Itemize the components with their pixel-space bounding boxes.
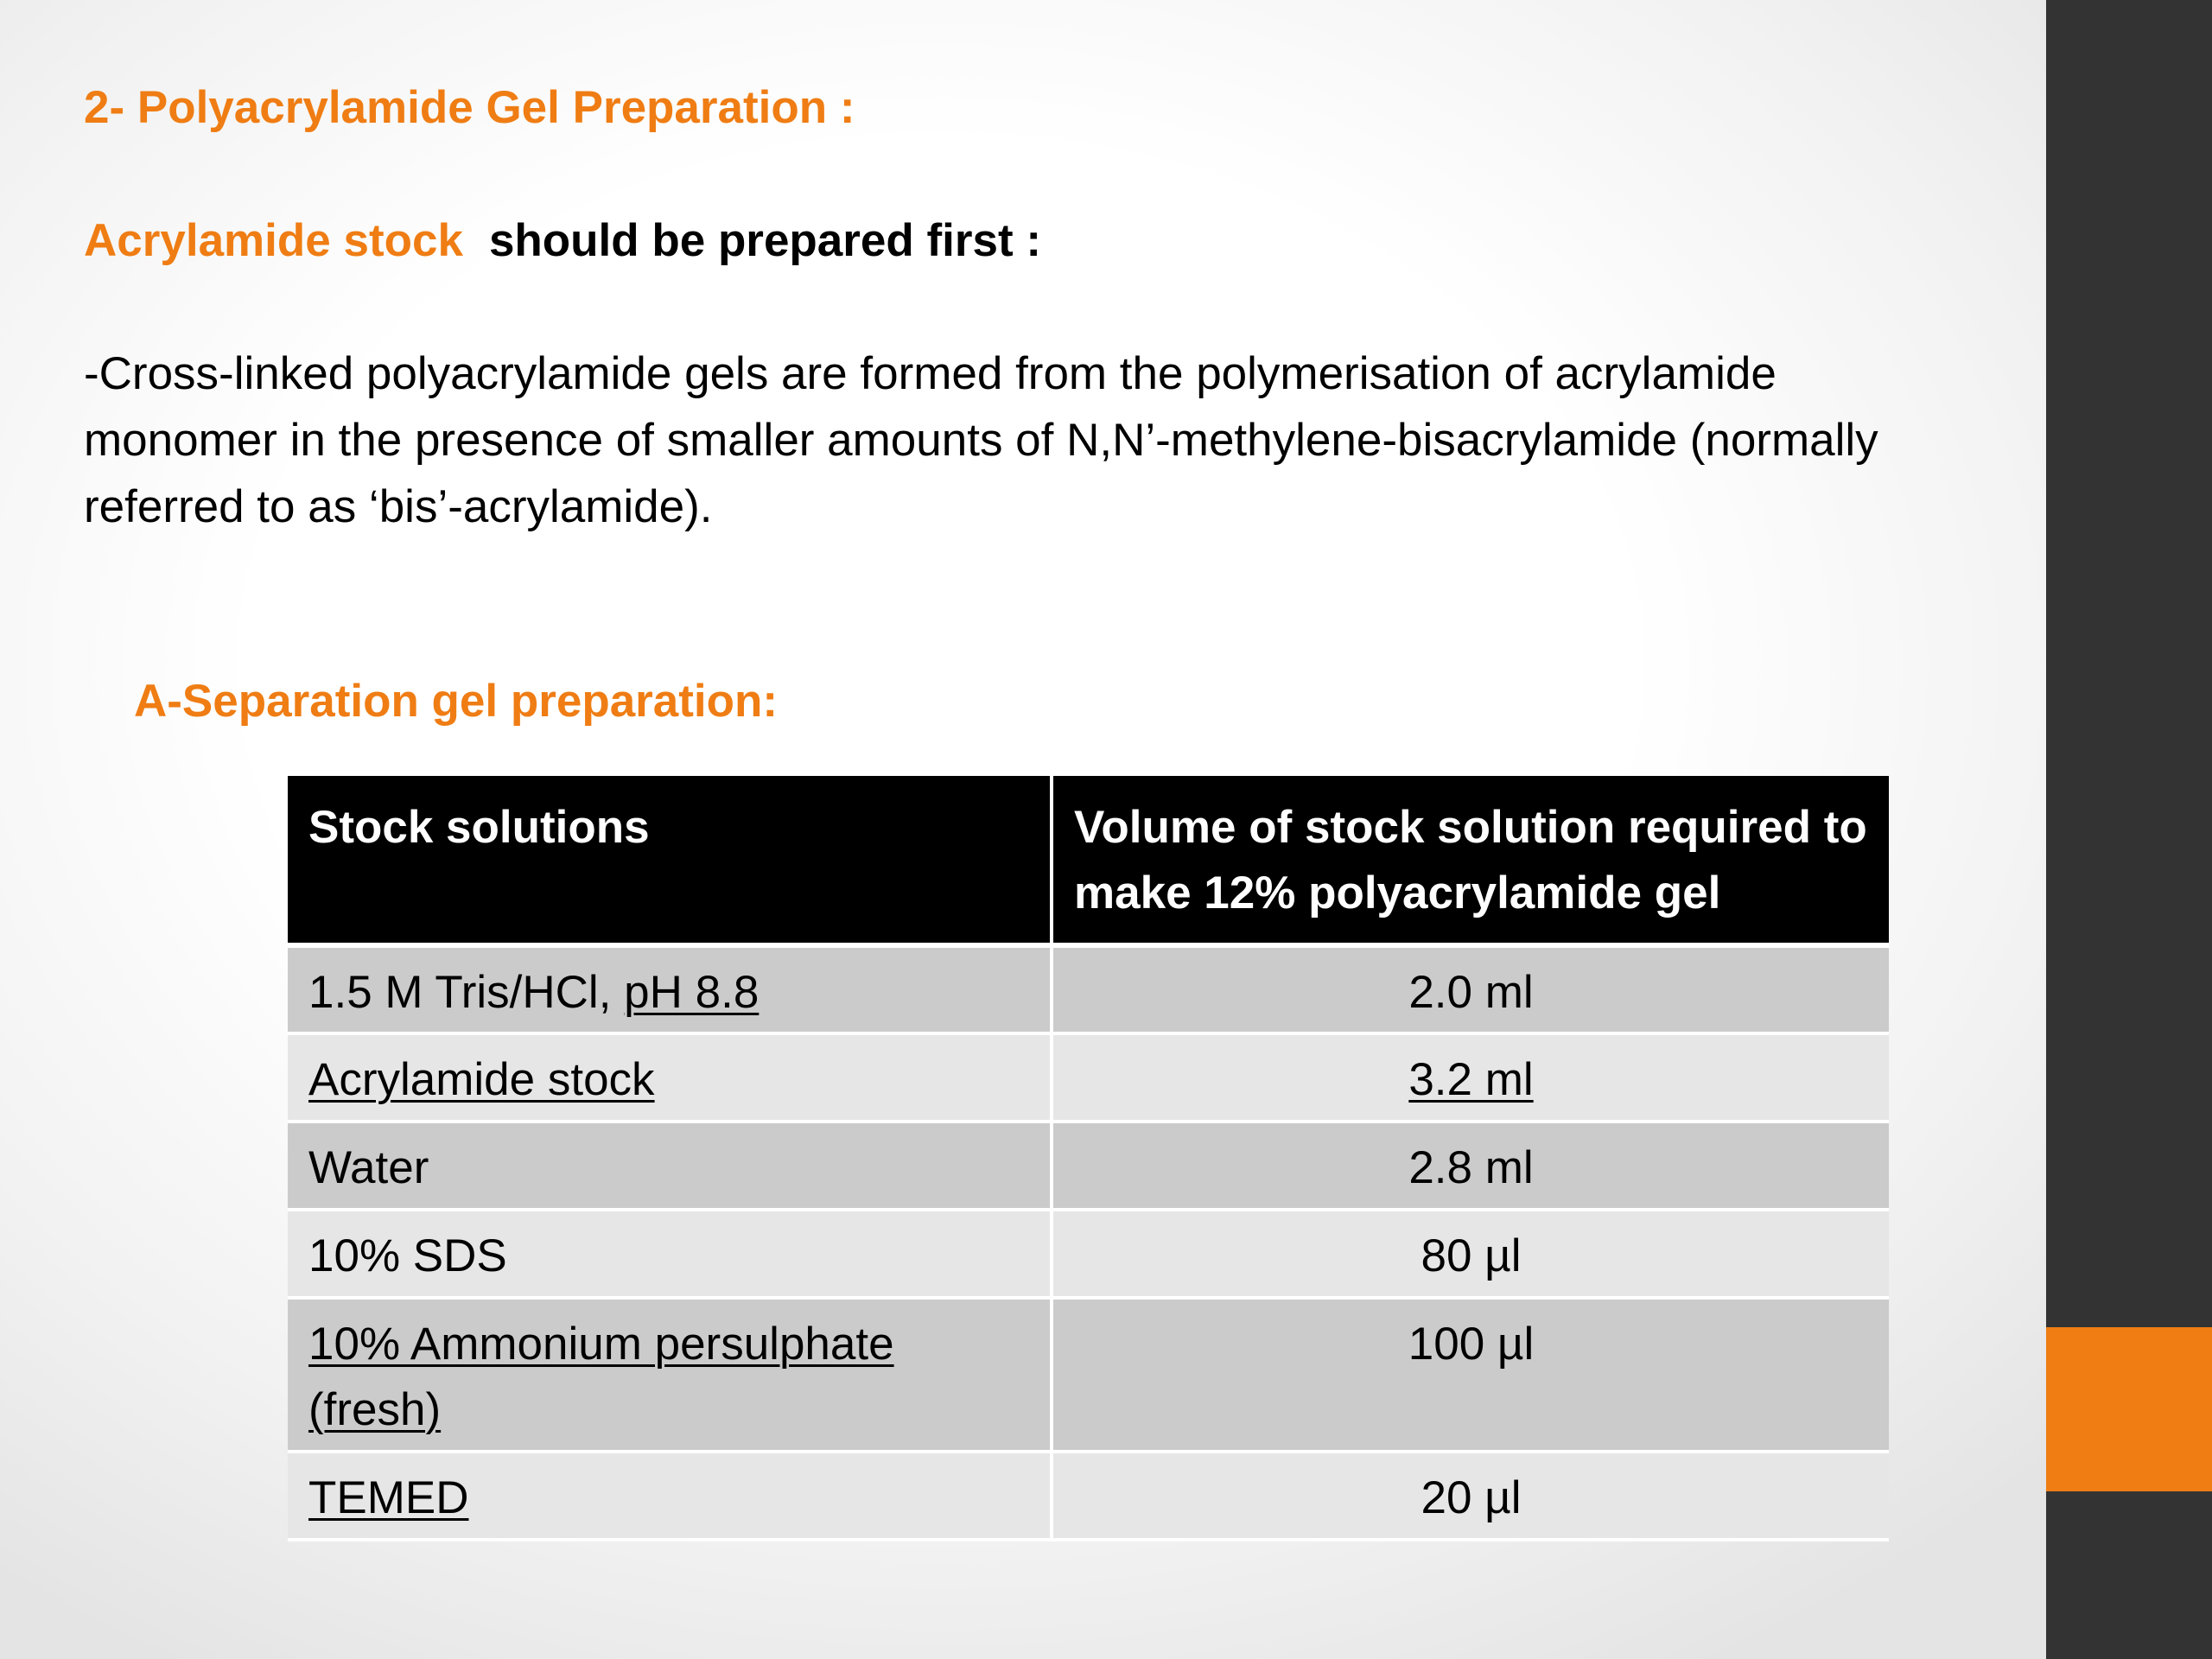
volume-cell: 80 µl (1052, 1210, 1889, 1298)
volume-cell: 100 µl (1052, 1298, 1889, 1452)
sidebar-orange-accent (2046, 1327, 2212, 1491)
table-row (288, 945, 1889, 1033)
solution-link[interactable]: TEMED (308, 1472, 469, 1523)
table-header-row (288, 776, 1889, 945)
table-row (288, 1298, 1889, 1452)
table-row (288, 1033, 1889, 1122)
volume-cell: 2.8 ml (1052, 1122, 1889, 1210)
solution-link[interactable]: 10% Ammonium persulphate (fresh) (308, 1319, 894, 1435)
volume-link[interactable]: 3.2 ml (1408, 1054, 1534, 1105)
header-stock-solutions: Stock solutions (288, 776, 1052, 945)
solution-cell (288, 1298, 1052, 1452)
subtitle (84, 211, 1041, 271)
volume-cell: 20 µl (1052, 1452, 1889, 1540)
volume-cell: 2.0 ml (1052, 945, 1889, 1033)
solution-text: 1.5 M Tris/HCl, (308, 967, 625, 1018)
solution-cell (288, 945, 1052, 1033)
solution-cell (288, 1452, 1052, 1540)
table-row (288, 1122, 1889, 1210)
subtitle-rest: should be prepared first : (488, 215, 1041, 266)
solution-link[interactable]: pH 8.8 (624, 967, 760, 1018)
solution-link[interactable]: Acrylamide stock (308, 1054, 655, 1105)
description-paragraph: -Cross-linked polyacrylamide gels are formed from the polymerisation of acrylamide monomer in the presence of smaller amounts of N,N’-methylene-bisacrylamide (normally referred to as ‘bis’-acrylamide). (84, 348, 1878, 532)
solution-cell: 10% SDS (288, 1210, 1052, 1298)
volume-cell (1052, 1033, 1889, 1122)
subtitle-highlight: Acrylamide stock (84, 215, 463, 266)
header-volume: Volume of stock solution required to make 12% polyacrylamide gel (1052, 776, 1889, 945)
solution-cell: Water (288, 1122, 1052, 1210)
solution-cell (288, 1033, 1052, 1122)
slide-title: 2- Polyacrylamide Gel Preparation : (84, 82, 855, 133)
table-row (288, 1210, 1889, 1298)
gel-recipe-table (288, 776, 1889, 1541)
table-row (288, 1452, 1889, 1540)
section-heading: A-Separation gel preparation: (134, 676, 779, 727)
